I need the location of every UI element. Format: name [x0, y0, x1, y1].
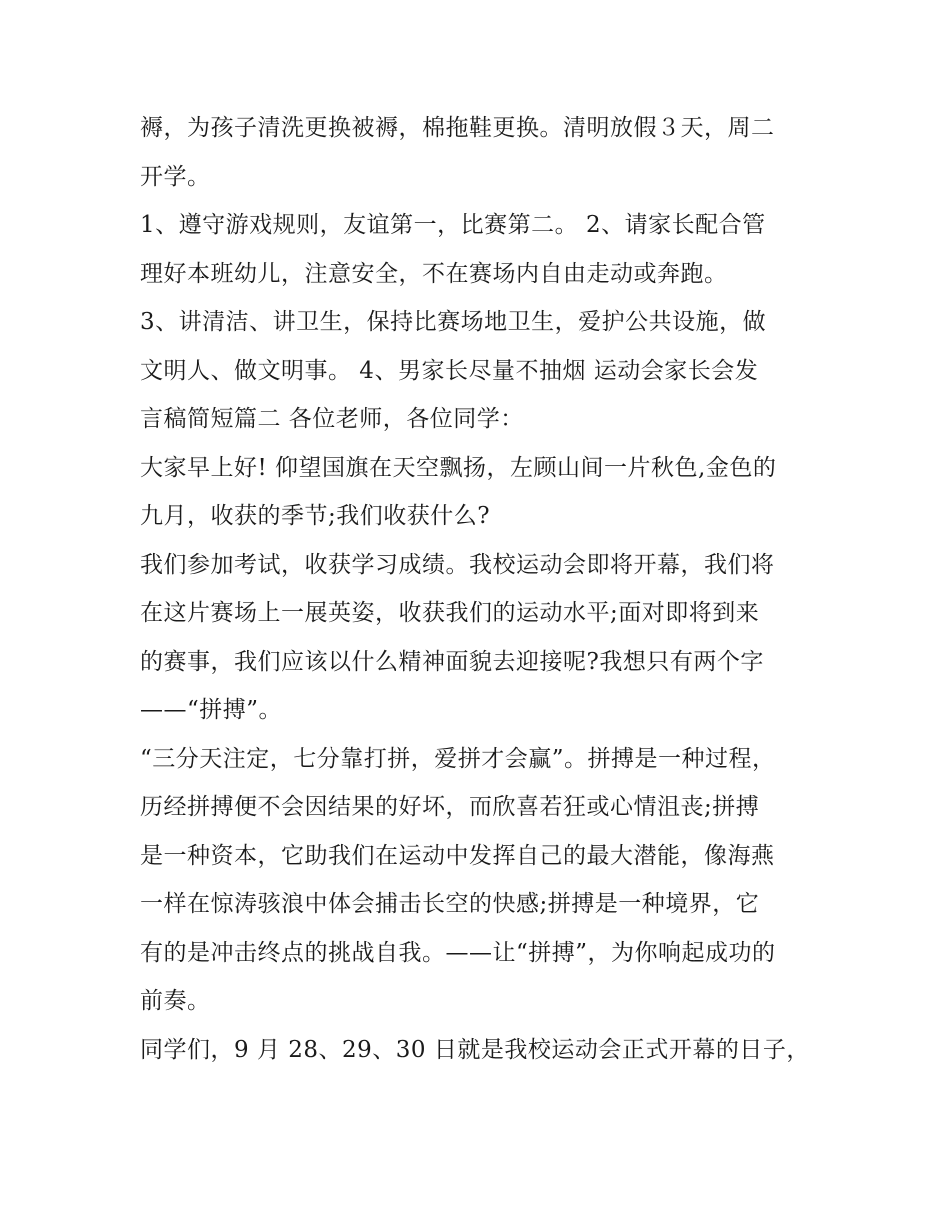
text-line: 九月，收获的季节;我们收获什么?: [140, 503, 491, 529]
text-line: 大家早上好! 仰望国旗在天空飘扬，左顾山间一片秋色,金色的: [140, 454, 777, 481]
text-line: 言稿简短篇二 各位老师，各位同学：: [140, 406, 524, 432]
text-line: 历经拼搏便不会因结果的好坏，而欣喜若狂或心情沮丧;拼搏: [140, 794, 760, 820]
text-line: 我们参加考试，收获学习成绩。我校运动会即将开幕，我们将: [140, 551, 775, 578]
text-line: 3、讲清洁、讲卫生，保持比赛场地卫生，爱护公共设施，做: [140, 309, 767, 335]
text-line: “三分天注定，七分靠打拼，爱拼才会赢”。拼搏是一种过程，: [140, 745, 776, 772]
text-line: 褥，为孩子清洗更换被褥，棉拖鞋更换。清明放假３天，周二: [140, 115, 775, 141]
text-line: 1、遵守游戏规则，友谊第一，比赛第二。 2、请家长配合管: [140, 212, 766, 238]
text-line: 的赛事，我们应该以什么精神面貌去迎接呢?我想只有两个字: [140, 648, 764, 675]
text-line: 是一种资本，它助我们在运动中发挥自己的最大潜能，像海燕: [140, 842, 775, 869]
text-line: 在这片赛场上一展英姿，收获我们的运动水平;面对即将到来: [140, 600, 760, 626]
text-line: ——“拼搏”。: [140, 697, 283, 723]
text-line: 开学。: [140, 163, 211, 190]
text-line: 同学们，9 月 28、29、30 日就是我校运动会正式开幕的日子，: [140, 1036, 810, 1063]
document-body: [140, 104, 815, 1074]
text-line: 理好本班幼儿，注意安全，不在赛场内自由走动或奔跑。: [140, 260, 728, 287]
text-line: 一样在惊涛骇浪中体会捕击长空的快感;拼搏是一种境界，它: [140, 891, 760, 917]
text-line: 前奏。: [140, 988, 211, 1014]
text-line: 有的是冲击终点的挑战自我。——让“拼搏”，为你响起成功的: [140, 939, 776, 966]
text-line: 文明人、做文明事。 4、男家长尽量不抽烟 运动会家长会发: [140, 357, 759, 384]
